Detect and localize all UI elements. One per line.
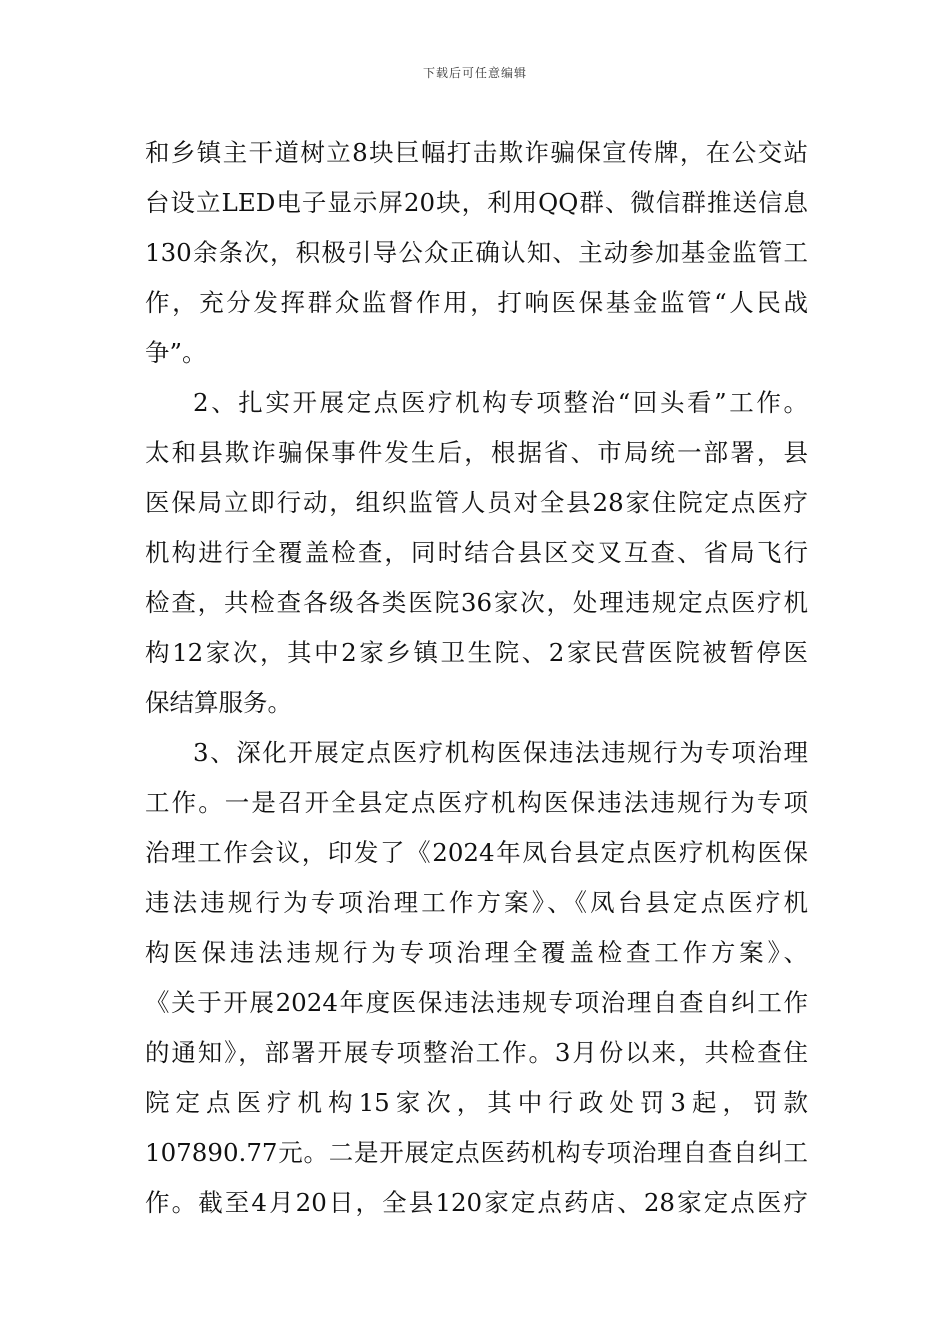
paragraph-heading-3: 3、深化开展定点医疗机构医保违法违规行为专项治理 [193, 738, 808, 767]
paragraph-heading-2: 2、扎实开展定点医疗机构专项整治“回头看”工作。 [193, 388, 808, 417]
text-line: 作，充分发挥群众监督作用，打响医保基金监管“人民战 [145, 288, 808, 317]
text-line: 和乡镇主干道树立8块巨幅打击欺诈骗保宣传牌，在公交站 [145, 138, 808, 167]
text-line: 违法违规行为专项治理工作方案》、《凤台县定点医疗机 [145, 888, 808, 917]
text-line: 工作。一是召开全县定点医疗机构医保违法违规行为专项 [145, 788, 808, 817]
text-line: 130余条次，积极引导公众正确认知、主动参加基金监管工 [145, 238, 808, 267]
page-header: 下载后可任意编辑 [422, 66, 527, 80]
text-line: 太和县欺诈骗保事件发生后，根据省、市局统一部署，县 [145, 438, 808, 467]
text-line: 台设立LED电子显示屏20块，利用QQ群、微信群推送信息 [145, 188, 808, 217]
text-line: 治理工作会议，印发了《2024年凤台县定点医疗机构医保 [145, 838, 808, 867]
text-line: 构12家次，其中2家乡镇卫生院、2家民营医院被暂停医 [145, 638, 808, 667]
text-line: 机构进行全覆盖检查，同时结合县区交叉互查、省局飞行 [145, 538, 808, 567]
text-line: 院定点医疗机构15家次，其中行政处罚3起，罚款 [145, 1088, 808, 1117]
text-line: 检查，共检查各级各类医院36家次，处理违规定点医疗机 [145, 588, 808, 617]
text-line: 医保局立即行动，组织监管人员对全县28家住院定点医疗 [145, 488, 808, 517]
text-line: 《关于开展2024年度医保违法违规专项治理自查自纠工作 [145, 988, 808, 1017]
text-line: 争”。 [145, 338, 207, 367]
text-line: 保结算服务。 [145, 688, 292, 717]
text-line: 作。截至4月20日，全县120家定点药店、28家定点医疗 [145, 1188, 808, 1217]
text-line: 的通知》，部署开展专项整治工作。3月份以来，共检查住 [145, 1038, 808, 1067]
body-text [145, 128, 808, 1228]
text-line: 107890.77元。二是开展定点医药机构专项治理自查自纠工 [145, 1138, 808, 1167]
text-line: 构医保违法违规行为专项治理全覆盖检查工作方案》、 [145, 938, 808, 967]
